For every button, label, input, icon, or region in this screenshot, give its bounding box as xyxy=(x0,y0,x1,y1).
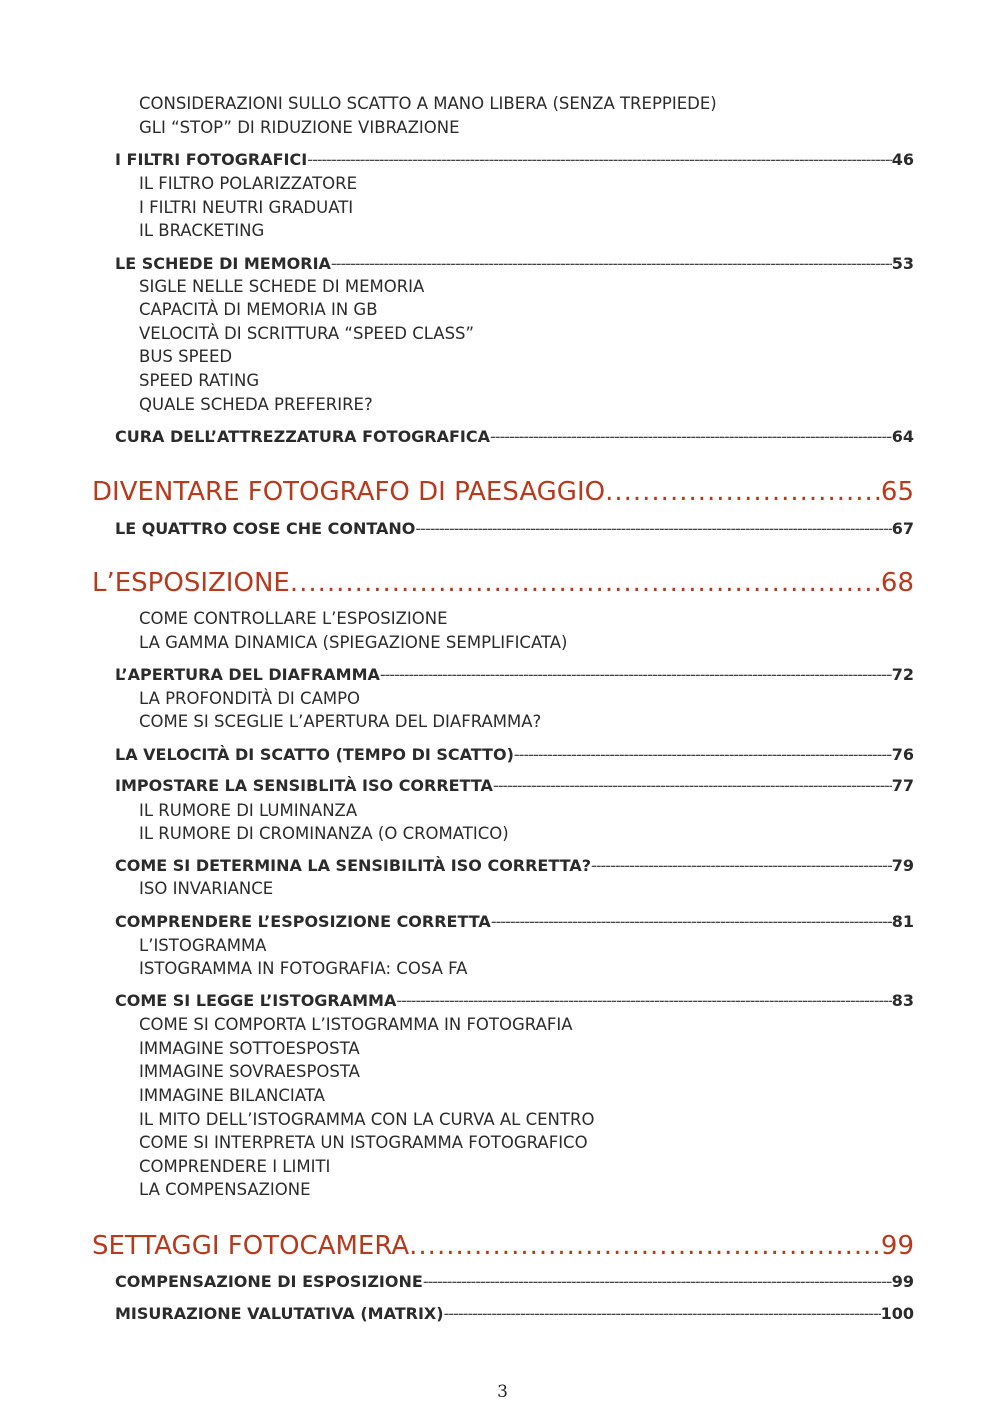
toc-subentry[interactable]: IL BRACKETING xyxy=(139,221,265,240)
toc-section-title: I FILTRI FOTOGRAFICI xyxy=(115,150,308,169)
toc-page-number: 79 xyxy=(891,856,914,875)
dash-leader xyxy=(444,1303,881,1325)
dash-leader xyxy=(331,253,892,275)
toc-section-title: CURA DELL’ATTREZZATURA FOTOGRAFICA xyxy=(115,427,491,446)
toc-section-compensazione[interactable] xyxy=(115,1271,914,1293)
toc-chapter-title: L’ESPOSIZIONE xyxy=(92,568,290,598)
toc-subentry[interactable]: SPEED RATING xyxy=(139,371,260,390)
dash-leader xyxy=(514,744,892,766)
toc-subentry[interactable]: ISTOGRAMMA IN FOTOGRAFIA: COSA FA xyxy=(139,959,468,978)
toc-subentry[interactable]: SIGLE NELLE SCHEDE DI MEMORIA xyxy=(139,277,425,296)
toc-section-title: MISURAZIONE VALUTATIVA (MATRIX) xyxy=(115,1304,444,1323)
dash-leader xyxy=(307,149,892,171)
toc-section-title: L’APERTURA DEL DIAFRAMMA xyxy=(115,665,380,684)
toc-section-title: LE QUATTRO COSE CHE CONTANO xyxy=(115,519,416,538)
toc-section-apertura[interactable] xyxy=(115,664,914,686)
dash-leader xyxy=(493,775,892,797)
dash-leader xyxy=(415,518,891,540)
toc-section-misurazione[interactable] xyxy=(115,1303,914,1325)
toc-section-schede[interactable] xyxy=(115,253,914,275)
toc-subentry[interactable]: LA COMPENSAZIONE xyxy=(139,1180,311,1199)
toc-subentry[interactable]: COME SI INTERPRETA UN ISTOGRAMMA FOTOGRAFICO xyxy=(139,1133,588,1152)
toc-subentry[interactable]: GLI “STOP” DI RIDUZIONE VIBRAZIONE xyxy=(139,118,460,137)
toc-chapter-title: SETTAGGI FOTOCAMERA xyxy=(92,1231,410,1261)
toc-subentry[interactable]: BUS SPEED xyxy=(139,347,233,366)
dash-leader xyxy=(490,426,892,448)
toc-section-comprendere[interactable] xyxy=(115,911,914,933)
toc-subentry[interactable]: LA PROFONDITÀ DI CAMPO xyxy=(139,689,361,708)
toc-page-number: 76 xyxy=(891,745,914,764)
toc-section-title: LA VELOCITÀ DI SCATTO (TEMPO DI SCATTO) xyxy=(115,745,514,764)
toc-chapter-settaggi[interactable] xyxy=(92,1229,914,1263)
toc-subentry[interactable]: COME SI COMPORTA L’ISTOGRAMMA IN FOTOGRAFIA xyxy=(139,1015,573,1034)
toc-chapter-paesaggio[interactable] xyxy=(92,475,914,509)
toc-section-istogramma[interactable] xyxy=(115,990,914,1012)
toc-section-title: COME SI DETERMINA LA SENSIBILITÀ ISO CORRETTA? xyxy=(115,856,591,875)
toc-chapter-esposizione[interactable] xyxy=(92,566,914,600)
toc-subentry[interactable]: IL MITO DELL’ISTOGRAMMA CON LA CURVA AL CENTRO xyxy=(139,1110,595,1129)
toc-section-iso[interactable] xyxy=(115,775,914,797)
toc-section-velocita[interactable] xyxy=(115,744,914,766)
toc-page-number: 64 xyxy=(891,427,914,446)
toc-section-title: COME SI LEGGE L’ISTOGRAMMA xyxy=(115,991,397,1010)
toc-subentry[interactable]: IL RUMORE DI CROMINANZA (O CROMATICO) xyxy=(139,824,509,843)
toc-subentry[interactable]: COME CONTROLLARE L’ESPOSIZIONE xyxy=(139,609,448,628)
toc-section-iso-determina[interactable] xyxy=(115,855,914,877)
toc-subentry[interactable]: COME SI SCEGLIE L’APERTURA DEL DIAFRAMMA? xyxy=(139,712,542,731)
toc-page-number: 65 xyxy=(880,477,914,507)
toc-page-number: 68 xyxy=(880,568,914,598)
dash-leader xyxy=(380,664,892,686)
dot-leader xyxy=(605,475,881,509)
dash-leader xyxy=(423,1271,892,1293)
toc-section-cura[interactable] xyxy=(115,426,914,448)
toc-page-number: 100 xyxy=(880,1304,914,1323)
toc-subentry[interactable]: IL RUMORE DI LUMINANZA xyxy=(139,801,358,820)
toc-subentry[interactable]: QUALE SCHEDA PREFERIRE? xyxy=(139,395,373,414)
toc-section-title: LE SCHEDE DI MEMORIA xyxy=(115,254,331,273)
toc-subentry[interactable]: IL FILTRO POLARIZZATORE xyxy=(139,174,358,193)
toc-chapter-title: DIVENTARE FOTOGRAFO DI PAESAGGIO xyxy=(92,477,606,507)
toc-section-title: COMPENSAZIONE DI ESPOSIZIONE xyxy=(115,1272,423,1291)
dot-leader xyxy=(290,566,881,600)
toc-subentry[interactable]: CONSIDERAZIONI SULLO SCATTO A MANO LIBERA (SENZA TREPPIEDE) xyxy=(139,94,717,113)
dot-leader xyxy=(409,1229,881,1263)
toc-subentry[interactable]: ISO INVARIANCE xyxy=(139,879,274,898)
toc-subentry[interactable]: IMMAGINE BILANCIATA xyxy=(139,1086,325,1105)
toc-subentry[interactable]: COMPRENDERE I LIMITI xyxy=(139,1157,331,1176)
toc-page-number: 67 xyxy=(891,519,914,538)
toc-page-number: 46 xyxy=(891,150,914,169)
dash-leader xyxy=(491,911,892,933)
dash-leader xyxy=(396,990,891,1012)
dash-leader xyxy=(591,855,892,877)
toc-page-number: 83 xyxy=(891,991,914,1010)
toc-page-number: 99 xyxy=(880,1231,914,1261)
toc-page-number: 77 xyxy=(891,776,914,795)
toc-subentry[interactable]: IMMAGINE SOVRAESPOSTA xyxy=(139,1062,360,1081)
toc-section-title: IMPOSTARE LA SENSIBLITÀ ISO CORRETTA xyxy=(115,776,493,795)
toc-page-number: 72 xyxy=(891,665,914,684)
toc-section-quattro[interactable] xyxy=(115,518,914,540)
page-number: 3 xyxy=(497,1382,508,1402)
toc-page-number: 99 xyxy=(891,1272,914,1291)
toc-section-title: COMPRENDERE L’ESPOSIZIONE CORRETTA xyxy=(115,912,491,931)
toc-subentry[interactable]: IMMAGINE SOTTOESPOSTA xyxy=(139,1039,360,1058)
toc-subentry[interactable]: VELOCITÀ DI SCRITTURA “SPEED CLASS” xyxy=(139,324,475,343)
toc-page-number: 81 xyxy=(891,912,914,931)
toc-subentry[interactable]: L’ISTOGRAMMA xyxy=(139,936,267,955)
toc-section-filtri[interactable] xyxy=(115,149,914,171)
toc-subentry[interactable]: I FILTRI NEUTRI GRADUATI xyxy=(139,198,354,217)
toc-page-number: 53 xyxy=(891,254,914,273)
toc-subentry[interactable]: CAPACITÀ DI MEMORIA IN GB xyxy=(139,300,378,319)
toc-subentry[interactable]: LA GAMMA DINAMICA (SPIEGAZIONE SEMPLIFICATA) xyxy=(139,633,568,652)
